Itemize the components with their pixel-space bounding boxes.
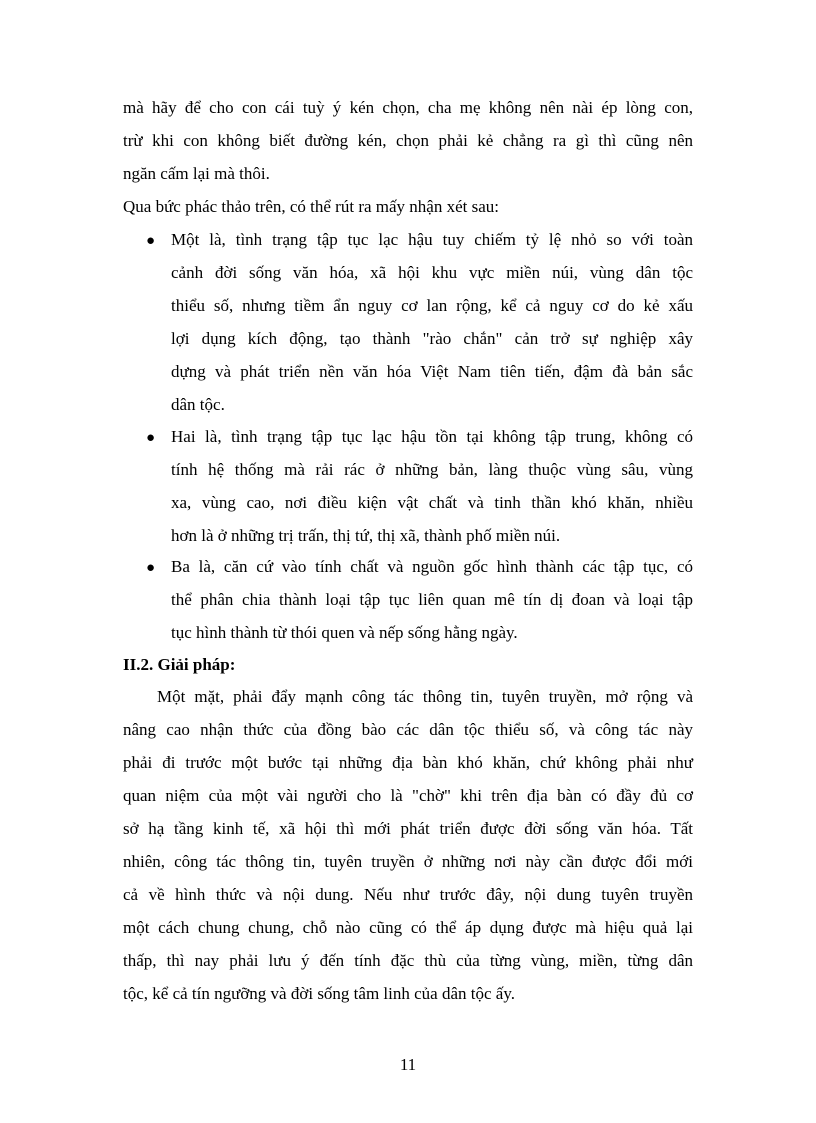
text-line: sở hạ tầng kinh tế, xã hội thì mới phát triển được đời sống văn hóa. Tất	[123, 819, 693, 838]
text-line: Ba là, căn cứ vào tính chất và nguồn gốc hình thành các tập tục, có	[171, 557, 693, 576]
text-line: Một mặt, phải đẩy mạnh công tác thông tin, tuyên truyền, mở rộng và	[157, 687, 693, 706]
text-line: nâng cao nhận thức của đồng bào các dân tộc thiểu số, và công tác này	[123, 720, 693, 739]
text-line: thấp, thì nay phải lưu ý đến tính đặc thù của từng vùng, miền, từng dân	[123, 951, 693, 970]
text-line: trừ khi con không biết đường kén, chọn phải kẻ chẳng ra gì thì cũng nên	[123, 131, 693, 150]
text-line: cảnh đời sống văn hóa, xã hội khu vực miền núi, vùng dân tộc	[171, 263, 693, 282]
page-number: 11	[399, 1055, 417, 1074]
text-line: dựng và phát triển nền văn hóa Việt Nam tiên tiến, đậm đà bản sắc	[171, 362, 693, 381]
section-heading: II.2. Giải pháp:	[123, 655, 236, 674]
text-line: Một là, tình trạng tập tục lạc hậu tuy chiếm tỷ lệ nhỏ so với toàn	[171, 230, 693, 249]
text-line: tục hình thành từ thói quen và nếp sống hằng ngày.	[171, 623, 518, 642]
bullet-icon: ●	[146, 560, 156, 576]
bullet-icon: ●	[146, 233, 156, 249]
text-line: quan niệm của một vài người cho là "chờ" khi trên địa bàn có đầy đủ cơ	[123, 786, 693, 805]
text-line: dân tộc.	[171, 395, 225, 414]
summary-intro: Qua bức phác thảo trên, có thể rút ra mấy nhận xét sau:	[123, 197, 499, 216]
text-line: phải đi trước một bước tại những địa bàn khó khăn, chứ không phải như	[123, 753, 693, 772]
text-line: thiểu số, nhưng tiềm ẩn nguy cơ lan rộng, kể cả nguy cơ do kẻ xấu	[171, 296, 693, 315]
text-line: Hai là, tình trạng tập tục lạc hậu tồn tại không tập trung, không có	[171, 427, 693, 446]
text-line: tính hệ thống mà rải rác ở những bản, làng thuộc vùng sâu, vùng	[171, 460, 693, 479]
text-line: mà hãy để cho con cái tuỳ ý kén chọn, cha mẹ không nên nài ép lòng con,	[123, 98, 693, 117]
text-line: xa, vùng cao, nơi điều kiện vật chất và tinh thần khó khăn, nhiều	[171, 493, 693, 512]
text-line: cả về hình thức và nội dung. Nếu như trước đây, nội dung tuyên truyền	[123, 885, 693, 904]
text-line: hơn là ở những trị trấn, thị tứ, thị xã, thành phố miền núi.	[171, 526, 561, 545]
text-line: một cách chung chung, chỗ nào cũng có thể áp dụng được mà hiệu quả lại	[123, 918, 693, 937]
text-line: lợi dụng kích động, tạo thành "rào chắn" cản trở sự nghiệp xây	[171, 329, 693, 348]
text-line: thể phân chia thành loại tập tục liên quan mê tín dị đoan và loại tập	[171, 590, 693, 609]
bullet-icon: ●	[146, 430, 156, 446]
text-line: tộc, kể cả tín ngưỡng và đời sống tâm linh của dân tộc ấy.	[123, 984, 515, 1003]
text-line: ngăn cấm lại mà thôi.	[123, 164, 270, 183]
text-line: nhiên, công tác thông tin, tuyên truyền ở những nơi này cần được đổi mới	[123, 852, 693, 871]
